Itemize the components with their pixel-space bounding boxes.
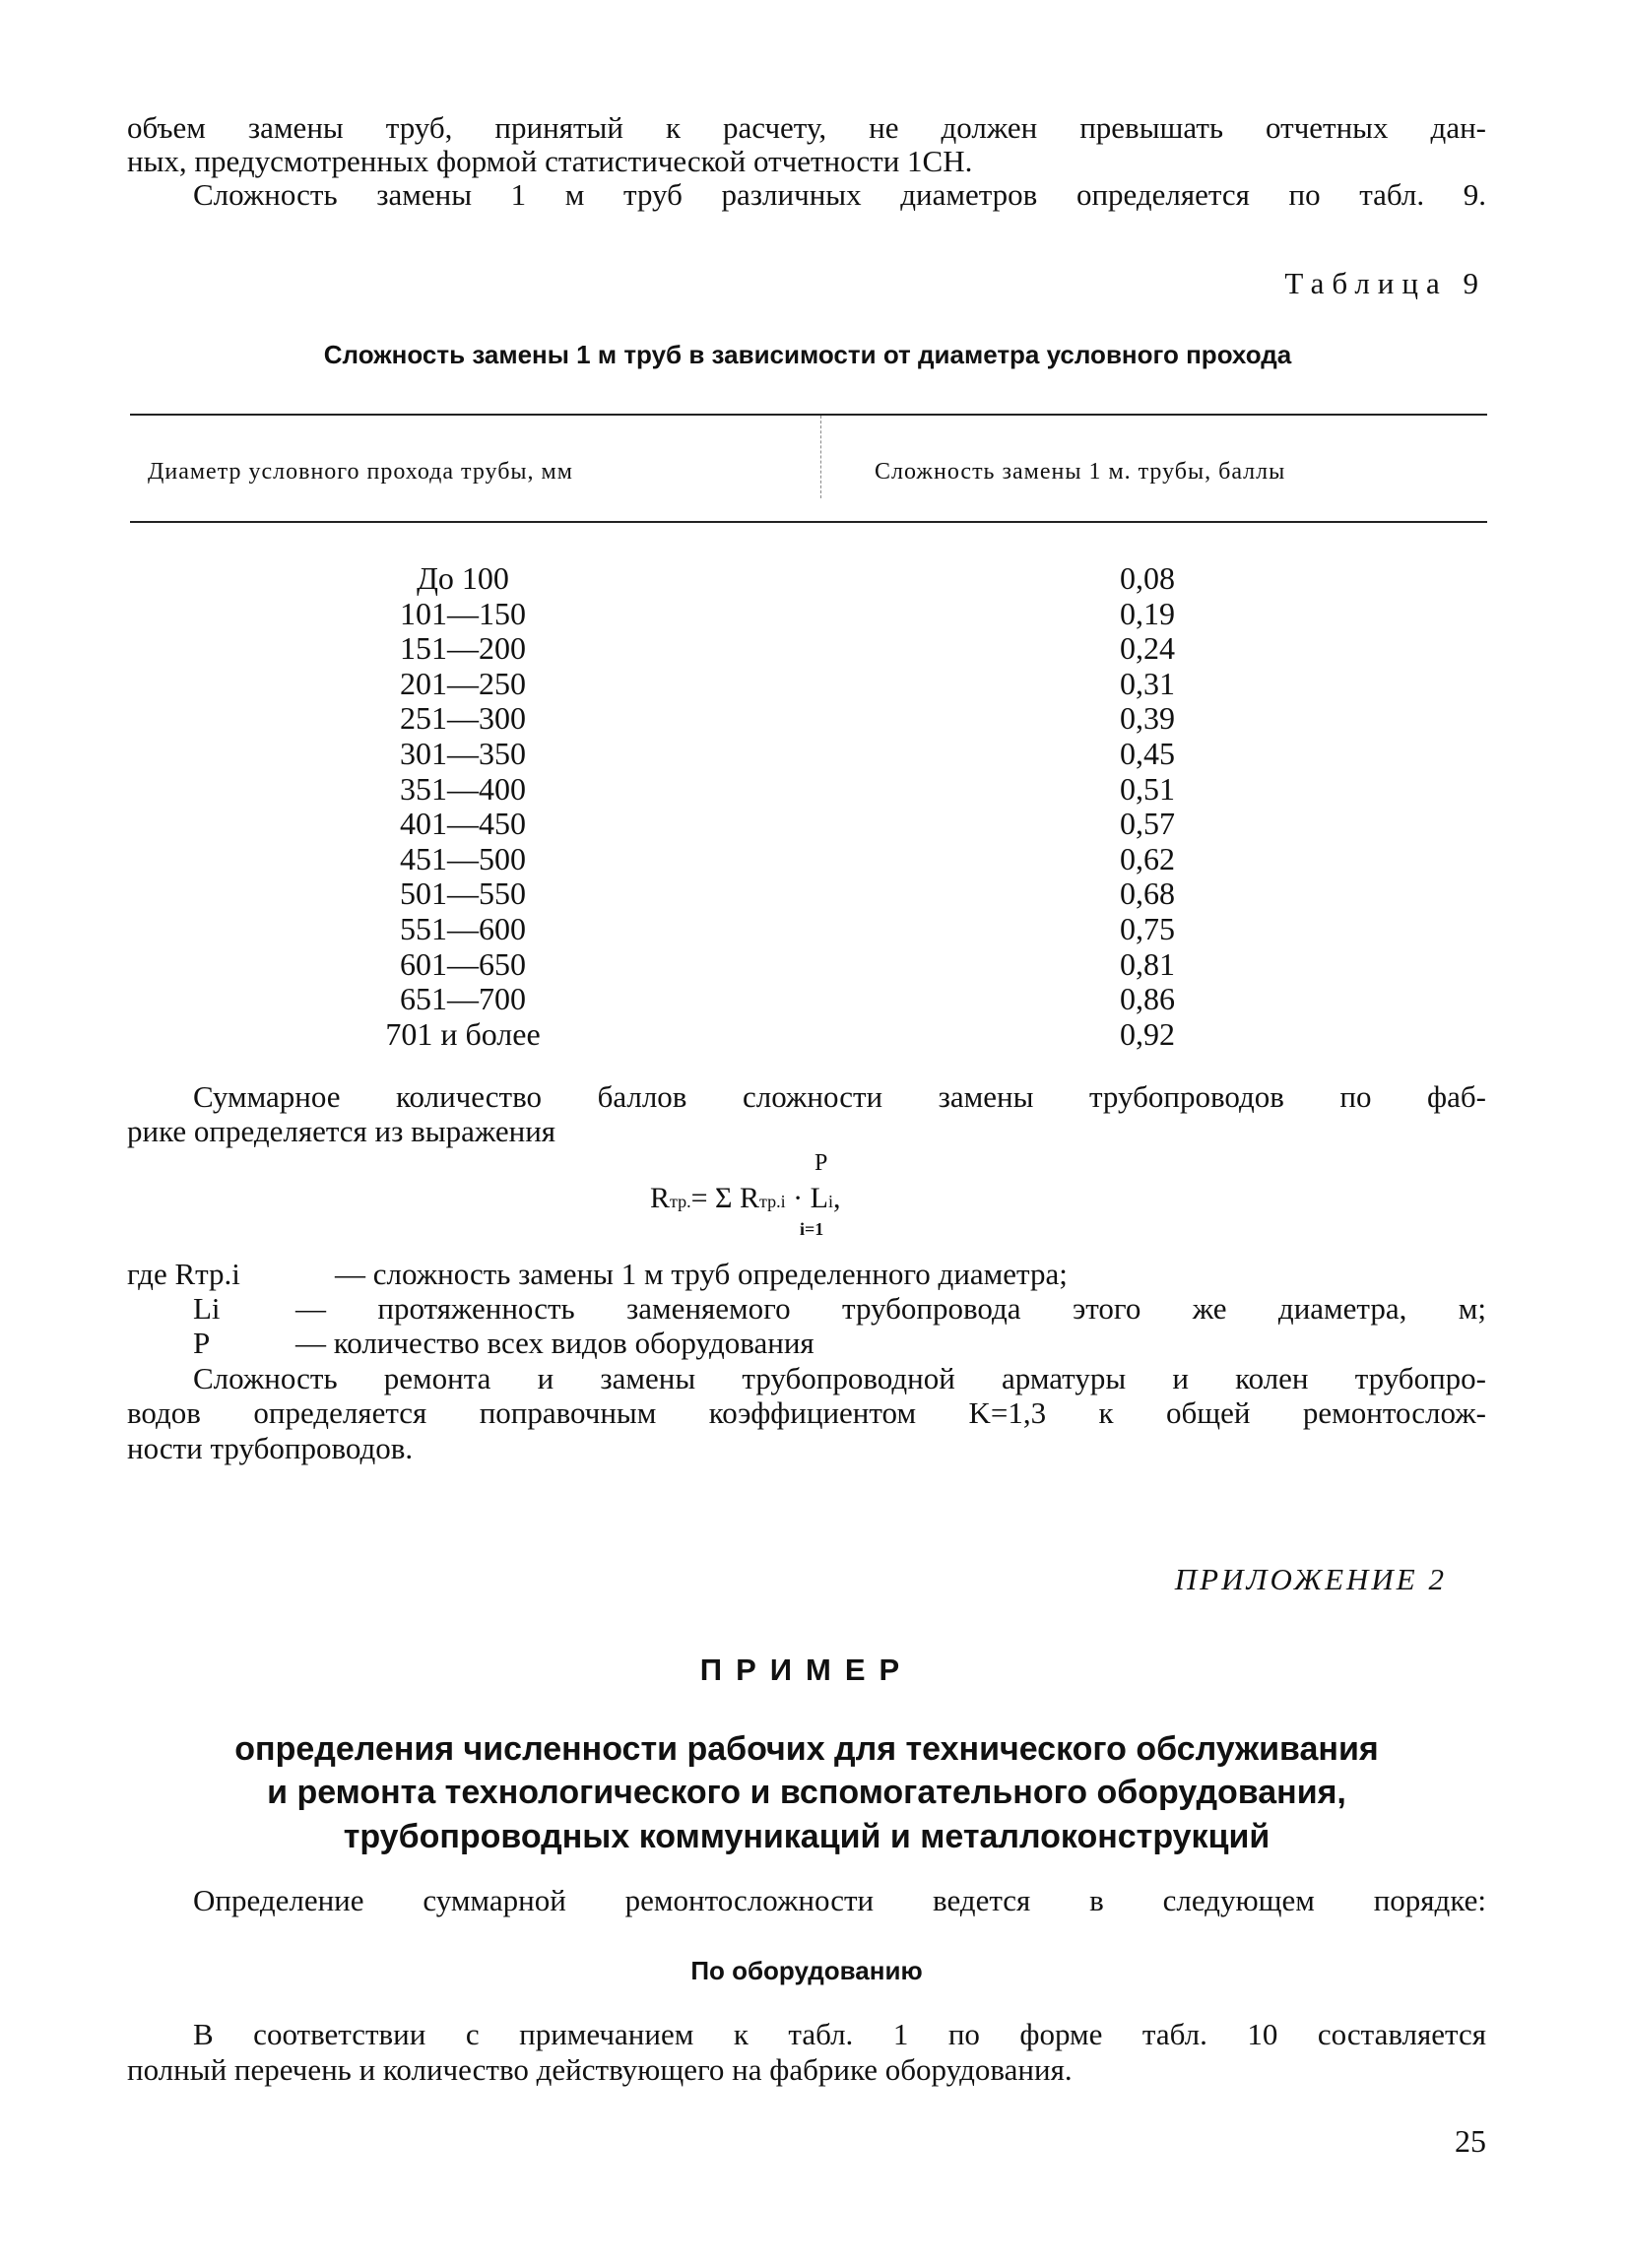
cell-complexity: 0,19 xyxy=(1120,595,1175,631)
cell-diameter: 301—350 xyxy=(400,736,526,771)
cell-complexity: 0,39 xyxy=(1120,700,1175,737)
formula-term: R xyxy=(740,1182,760,1214)
where-text: — протяженность заменяемого трубопровода этого же диаметра, м; xyxy=(295,1291,1486,1326)
order-text: Определение суммарной ремонтосложности ведется в следующем порядке: xyxy=(193,1883,1486,1917)
paragraph-line: В соответствии с примечанием к табл. 1 по форме табл. 10 составляется xyxy=(193,2017,1486,2051)
cell-complexity: 0,81 xyxy=(1120,945,1175,982)
where-symbol: P xyxy=(193,1326,211,1360)
cell-complexity: 0,57 xyxy=(1120,806,1175,842)
where-text: — сложность замены 1 м труб определенного диаметра; xyxy=(335,1257,1068,1291)
sum-lower-limit: i=1 xyxy=(800,1219,824,1239)
summary-line: Суммарное количество баллов сложности замены трубопроводов по фаб- xyxy=(193,1079,1486,1114)
cell-diameter: 101—150 xyxy=(400,595,526,631)
where-symbol: где Rтр.i xyxy=(127,1257,240,1291)
summary-line: рике определяется из выражения xyxy=(127,1114,556,1148)
cell-diameter: 251—300 xyxy=(400,700,526,737)
repair-line: ности трубопроводов. xyxy=(127,1431,414,1465)
cell-diameter: 351—400 xyxy=(400,770,526,807)
appendix-heading-line: и ремонта технологического и вспомогательного оборудования, xyxy=(267,1774,1346,1811)
table-title: Сложность замены 1 м труб в зависимости от диаметра условного прохода xyxy=(323,340,1292,369)
intro-line: Сложность замены 1 м труб различных диаметров определяется по табл. 9. xyxy=(193,177,1486,212)
table-top-rule xyxy=(130,414,1487,416)
cell-complexity: 0,92 xyxy=(1120,1015,1175,1052)
cell-diameter: 401—450 xyxy=(400,806,526,842)
appendix-heading-line: трубопроводных коммуникаций и металлоконструкций xyxy=(343,1818,1271,1855)
example-heading: ПРИМЕР xyxy=(699,1652,914,1687)
intro-line: ных, предусмотренных формой статистической отчетности 1СН. xyxy=(127,144,973,178)
cell-diameter: 151—200 xyxy=(400,630,526,667)
cell-diameter: 701 и более xyxy=(385,1015,541,1052)
cell-complexity: 0,86 xyxy=(1120,981,1175,1017)
cell-complexity: 0,68 xyxy=(1120,875,1175,912)
formula-term-sub: тр.i xyxy=(759,1192,786,1211)
cell-complexity: 0,62 xyxy=(1120,840,1175,876)
where-text: — количество всех видов оборудования xyxy=(295,1326,814,1360)
column-divider xyxy=(820,416,821,498)
repair-line: Сложность ремонта и замены трубопроводной арматуры и колен трубопро- xyxy=(193,1361,1486,1395)
cell-complexity: 0,24 xyxy=(1120,630,1175,667)
formula-end: , xyxy=(832,1182,841,1214)
cell-diameter: До 100 xyxy=(417,560,509,596)
formula-eq: = xyxy=(690,1182,708,1214)
column-header-complexity: Сложность замены 1 м. трубы, баллы xyxy=(875,459,1286,485)
repair-line: водов определяется поправочным коэффициентом K=1,3 к общей ремонтослож- xyxy=(127,1395,1486,1430)
intro-line: объем замены труб, принятый к расчету, не должен превышать отчетных дан- xyxy=(127,110,1486,145)
cell-complexity: 0,75 xyxy=(1120,911,1175,946)
formula-mult-sub: i xyxy=(827,1192,833,1211)
cell-diameter: 501—550 xyxy=(400,875,526,912)
page-number: 25 xyxy=(1455,2123,1486,2159)
subheading: По оборудованию xyxy=(690,1956,923,1985)
cell-complexity: 0,31 xyxy=(1120,665,1175,701)
table-header-rule xyxy=(130,521,1487,523)
cell-diameter: 451—500 xyxy=(400,840,526,876)
cell-diameter: 551—600 xyxy=(400,911,526,946)
cell-complexity: 0,08 xyxy=(1120,560,1175,596)
cell-diameter: 651—700 xyxy=(400,981,526,1017)
table-label: Таблица 9 xyxy=(1284,266,1486,300)
cell-diameter: 201—250 xyxy=(400,665,526,701)
formula-lhs-sub: тр. xyxy=(670,1192,691,1211)
formula-lhs: R xyxy=(650,1182,671,1214)
appendix-heading-line: определения численности рабочих для технического обслуживания xyxy=(234,1730,1379,1768)
cell-complexity: 0,51 xyxy=(1120,770,1175,807)
formula-mult: · L xyxy=(793,1182,828,1214)
sum-upper-limit: P xyxy=(814,1150,828,1176)
appendix-label: ПРИЛОЖЕНИЕ 2 xyxy=(1174,1562,1447,1596)
cell-diameter: 601—650 xyxy=(400,945,526,982)
paragraph-line: полный перечень и количество действующего на фабрике оборудования. xyxy=(127,2052,1073,2087)
sigma-symbol: Σ xyxy=(715,1182,733,1214)
column-header-diameter: Диаметр условного прохода трубы, мм xyxy=(148,459,573,485)
where-symbol: Li xyxy=(193,1291,221,1326)
cell-complexity: 0,45 xyxy=(1120,736,1175,771)
